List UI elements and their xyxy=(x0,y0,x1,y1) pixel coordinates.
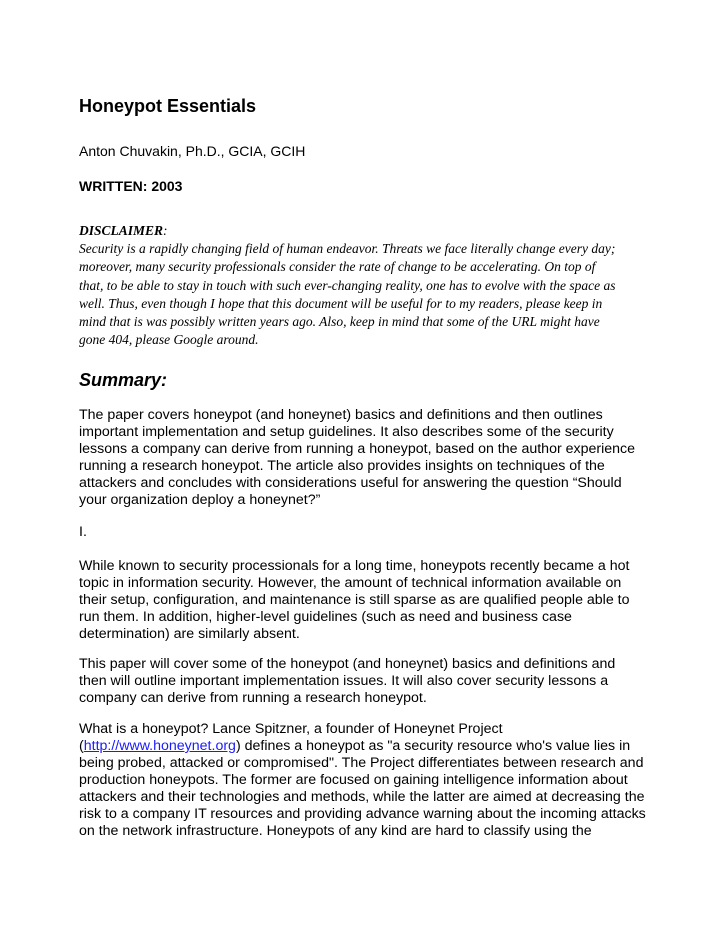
definition-line: being probed, attacked or compromised". The Project differentiates between research and xyxy=(79,755,644,771)
section-number: I. xyxy=(79,524,87,540)
paren-open: ( xyxy=(79,738,84,754)
disclaimer-heading xyxy=(79,222,654,240)
disclaimer-line: mind that is was possibly written years ago. Also, keep in mind that some of the URL might have xyxy=(79,314,600,330)
definition-line: What is a honeypot? Lance Spitzner, a founder of Honeynet Project xyxy=(79,721,503,737)
definition-line-with-link xyxy=(79,738,654,755)
disclaimer-label: DISCLAIMER xyxy=(79,223,164,238)
scope-line: company can derive from running a research honeypot. xyxy=(79,690,427,706)
definition-text: ) defines a honeypot as "a security resource who's value lies in xyxy=(235,738,631,754)
written-date: WRITTEN: 2003 xyxy=(79,178,183,194)
definition-line: attackers and their technologies and methods, while the latter are aimed at decreasing the xyxy=(79,789,645,805)
definition-paragraph xyxy=(79,721,654,840)
intro-line: topic in information security. However, the amount of technical information available on xyxy=(79,575,622,591)
intro-line: run them. In addition, higher-level guidelines (such as need and business case xyxy=(79,609,572,625)
honeynet-link[interactable]: http://www.honeynet.org xyxy=(83,738,236,754)
scope-paragraph xyxy=(79,656,654,707)
disclaimer-line: that, to be able to stay in touch with such ever-changing reality, one has to evolve with the space as xyxy=(79,277,616,293)
intro-line: their setup, configuration, and maintenance is still sparse as are qualified people able to xyxy=(79,592,630,608)
disclaimer-line: gone 404, please Google around. xyxy=(79,332,259,348)
author-line: Anton Chuvakin, Ph.D., GCIA, GCIH xyxy=(79,143,306,159)
summary-line: important implementation and setup guidelines. It also describes some of the security xyxy=(79,424,614,440)
intro-line: determination) are similarly absent. xyxy=(79,626,300,642)
disclaimer-colon: : xyxy=(163,223,168,238)
definition-line: risk to a company IT resources and providing advance warning about the incoming attacks xyxy=(79,806,646,822)
definition-line: production honeypots. The former are focused on gaining intelligence information about xyxy=(79,772,628,788)
summary-line: attackers and concludes with considerations useful for answering the question “Should xyxy=(79,475,622,491)
disclaimer-line: Security is a rapidly changing field of human endeavor. Threats we face literally change every day; xyxy=(79,241,616,257)
intro-paragraph xyxy=(79,558,654,643)
summary-line: your organization deploy a honeynet?” xyxy=(79,492,321,508)
summary-line: running a research honeypot. The article also provides insights on techniques of the xyxy=(79,458,605,474)
disclaimer-block xyxy=(79,222,654,349)
intro-line: While known to security processionals for a long time, honeypots recently became a hot xyxy=(79,558,630,574)
disclaimer-line: moreover, many security professionals consider the rate of change to be accelerating. On top of xyxy=(79,259,596,275)
definition-line: on the network infrastructure. Honeypots of any kind are hard to classify using the xyxy=(79,823,592,839)
summary-heading: Summary: xyxy=(79,370,168,390)
disclaimer-line: well. Thus, even though I hope that this document will be useful for to my readers, please keep in xyxy=(79,295,603,311)
scope-line: then will outline important implementation issues. It will also cover security lessons a xyxy=(79,673,609,689)
document-title: Honeypot Essentials xyxy=(79,96,257,116)
summary-paragraph xyxy=(79,407,654,509)
summary-line: lessons a company can derive from running a honeypot, based on the author experience xyxy=(79,441,636,457)
summary-line: The paper covers honeypot (and honeynet) basics and definitions and then outlines xyxy=(79,407,603,423)
scope-line: This paper will cover some of the honeypot (and honeynet) basics and definitions and xyxy=(79,656,616,672)
